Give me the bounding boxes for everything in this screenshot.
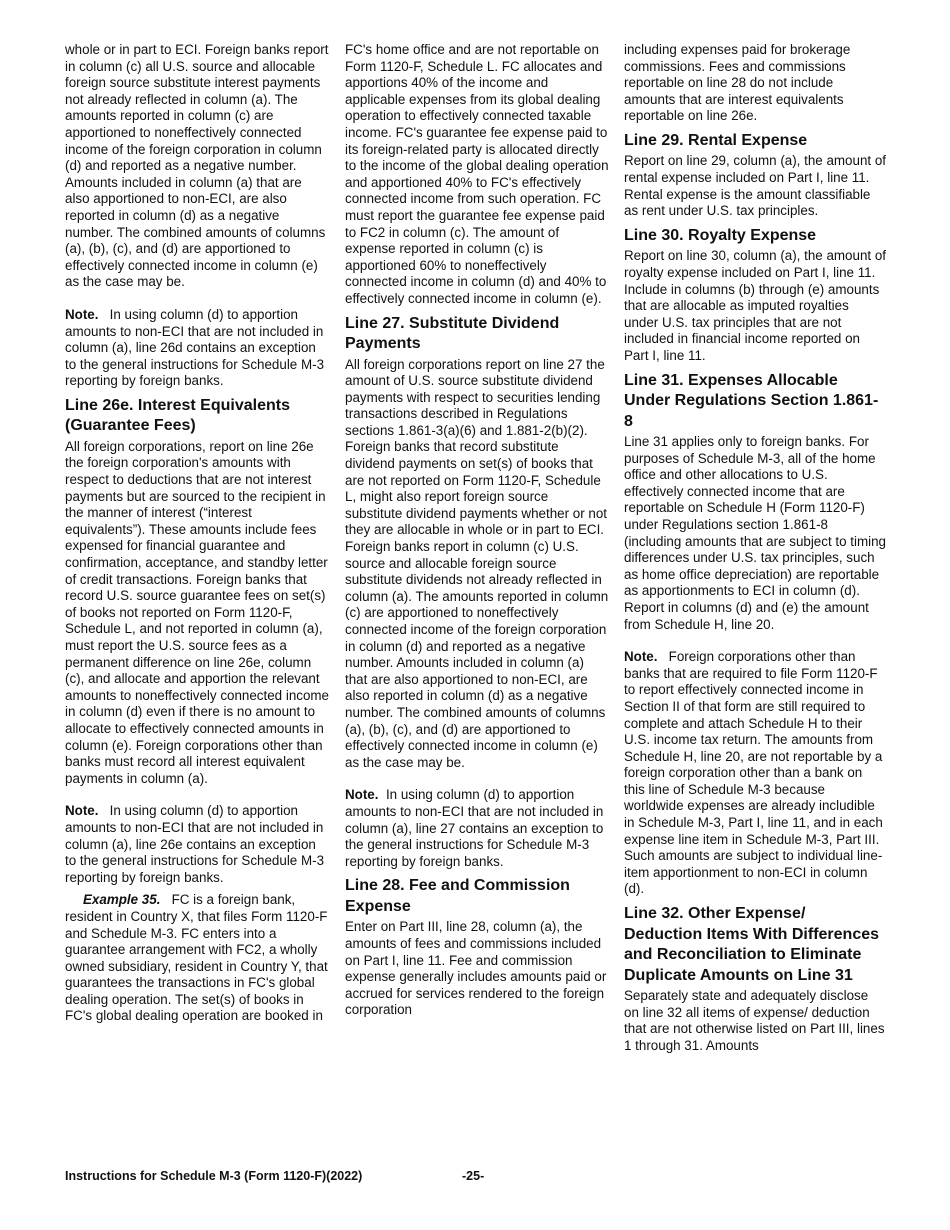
heading-line-31: Line 31. Expenses Allocable Under Regulations Section 1.861-8 [624, 371, 879, 430]
paragraph: including expenses paid for brokerage commissions. Fees and commissions reportable on line 28 do not include amounts that are interest equivalents reportable on line 26e. [624, 42, 851, 124]
paragraph: Report on line 29, column (a), the amount of rental expense included on Part I, line 11. Rental expense is the amount classifiable as rent under U.S. tax principles. [624, 153, 887, 219]
column-1 [65, 42, 329, 1041]
paragraph: FC's home office and are not reportable on Form 1120-F, Schedule L. FC allocates and apportions 40% of the income and applicable expenses from its global dealing operation to effectively connected taxable income. FC's guarantee fee expense paid to its foreign-related party is allocated directly to the income of the global dealing operation and apportioned 40% to FC's effectively connected income from such operation. FC must report the guarantee fee expense paid to FC2 in column (c). The amount of expense reported in column (c) is apportioned 60% to noneffectively connected income in column (d) and 40% to effectively connected income in column (e). [345, 42, 609, 306]
note-label: Note. [345, 787, 379, 803]
heading-line-27: Line 27. Substitute Dividend Payments [345, 314, 560, 352]
note-text: In using column (d) to apportion amounts to non-ECI that are not included in column (a), line 26e contains an exception to the general instructions for Schedule M-3 reporting by foreign banks. [65, 803, 325, 885]
column-3 [624, 42, 886, 1070]
page-number: -25- [462, 1169, 485, 1183]
note-text: In using column (d) to apportion amounts to non-ECI that are not included in column (a), line 26d contains an exception to the general instructions for Schedule M-3 reporting by foreign banks. [65, 306, 325, 389]
note-text: In using column (d) to apportion amounts to non-ECI that are not included in column (a), line 27 contains an exception to the general instructions for Schedule M-3 reporting by foreign banks. [345, 787, 604, 869]
heading-line-32: Line 32. Other Expense/ Deduction Items With Differences and Reconciliation to Eliminate Duplicate Amounts on Line 31 [624, 905, 880, 984]
example-text: FC is a foreign bank, resident in Country X, that files Form 1120-F and Schedule M-3. FC enters into a guarantee arrangement with FC2, a wholly owned subsidiary, resident in Country Y, that guarantees the transactions in FC's global dealing operation. The set(s) of books in FC's global dealing operation are booked in [65, 892, 328, 1024]
note-text: Foreign corporations other than banks that are required to file Form 1120-F to report effectively connected income in Section II of that form are still required to complete and attach Schedule H to their U.S. income tax return. The amounts from Schedule H, line 20, are not reportable by a foreign corporation other than a bank on this line of Schedule M-3 because worldwide expenses are already includible in Schedule M-3, Part I, line 11, and in each expense line item in Schedule M-3, Part III. Such amounts are subject to individual line-item apportionment to non-ECI in column (d). [624, 649, 883, 897]
note-label: Note. [624, 649, 658, 665]
heading-line-29: Line 29. Rental Expense [624, 131, 808, 149]
column-2 [345, 42, 609, 1035]
footer-title: Instructions for Schedule M-3 (Form 1120-F)(2022) [65, 1169, 363, 1183]
heading-line-30: Line 30. Royalty Expense [624, 226, 817, 244]
paragraph: Line 31 applies only to foreign banks. For purposes of Schedule M-3, all of the home office and other allocations to U.S. effectively connected income that are reportable on Schedule H (Form 1120-F) under Regulations section 1.861-8 (including amounts that are subject to timing differences under U.S. tax principles, such as home office depreciation) are reportable as apportionments to ECI in column (d). Report in columns (d) and (e) the amount from Schedule H, line 20. [624, 434, 887, 632]
paragraph: whole or in part to ECI. Foreign banks report in column (c) all U.S. source and allocable foreign source substitute interest payments not already reflected in column (a). The amounts reported in column (c) are apportioned to noneffectively connected income of the foreign corporation in column (d) and reported as a negative number. Amounts included in column (a) that are also apportioned to non-ECI, are also reported in column (d) as a negative number. The combined amounts of columns (a), (b), (c), and (d) are apportioned to effectively connected income in column (e) as the case may be. [65, 42, 329, 290]
paragraph: Report on line 30, column (a), the amount of royalty expense included on Part I, line 11. Include in columns (b) through (e) amounts that are allocable as imputed royalties under U.S. tax principles that are not included in financial income reported on Part I, line 11. [624, 248, 887, 363]
note-paragraph [345, 787, 609, 870]
note-label: Note. [65, 306, 99, 322]
heading-line-28: Line 28. Fee and Commission Expense [345, 877, 570, 915]
paragraph: Enter on Part III, line 28, column (a), the amounts of fees and commissions included on Part I, line 11. Fee and commission expense generally includes amounts paid or accrued for services rendered to the foreign corporation [345, 919, 607, 1018]
note-paragraph [65, 803, 329, 886]
example-paragraph [65, 892, 329, 1025]
paragraph: Separately state and adequately disclose on line 32 all items of expense/ deduction that are not otherwise listed on Part III, lines 1 through 31. Amounts [624, 988, 885, 1053]
paragraph: All foreign corporations, report on line 26e the foreign corporation's amounts with respect to deductions that are not interest payments but are sourced to the recipient in the manner of interest (“interest equivalents”). These amounts include fees expensed for financial guarantee and confirmation, acceptance, and standby letter of credit transactions. Foreign banks that record U.S. source guarantee fees on set(s) of books not reported on Form 1120-F, Schedule L, and not reported in column (a), must report the U.S. source fees as a permanent difference on line 26e, column (c), and allocate and apportion the relevant amounts to noneffectively connected income in column (d) even if there is no amount to allocate to effectively connected amounts in column (e). Foreign corporations other than banks must record all interest equivalent payments in column (a). [65, 438, 330, 786]
page-footer [65, 1169, 885, 1183]
note-paragraph [65, 307, 329, 390]
paragraph: All foreign corporations report on line 27 the amount of U.S. source substitute dividend payments with respect to securities lending transactions described in Regulations sections 1.861-3(a)(6) and 1.881-2(b)(2). Foreign banks that record substitute dividend payments on set(s) of books that are not reported on Form 1120-F, Schedule L, might also report foreign source substitute dividend payments whether or not they are allocable in whole or in part to ECI. Foreign banks report in column (c) U.S. source and allocable foreign source substitute dividends not already reflected in column (a). The amounts reported in column (c) are apportioned to noneffectively connected income of the foreign corporation in column (d) and reported as a negative number. Amounts included in column (a) that are also apportioned to non-ECI, are also reported in column (d) as a negative number. The combined amounts of columns (a), (b), (c), and (d) are apportioned to effectively connected income in column (e) as the case may be. [345, 356, 609, 770]
heading-line-26e: Line 26e. Interest Equivalents (Guarantee Fees) [65, 396, 290, 435]
example-label: Example 35. [83, 892, 161, 908]
note-label: Note. [65, 803, 99, 819]
note-paragraph [624, 649, 886, 898]
